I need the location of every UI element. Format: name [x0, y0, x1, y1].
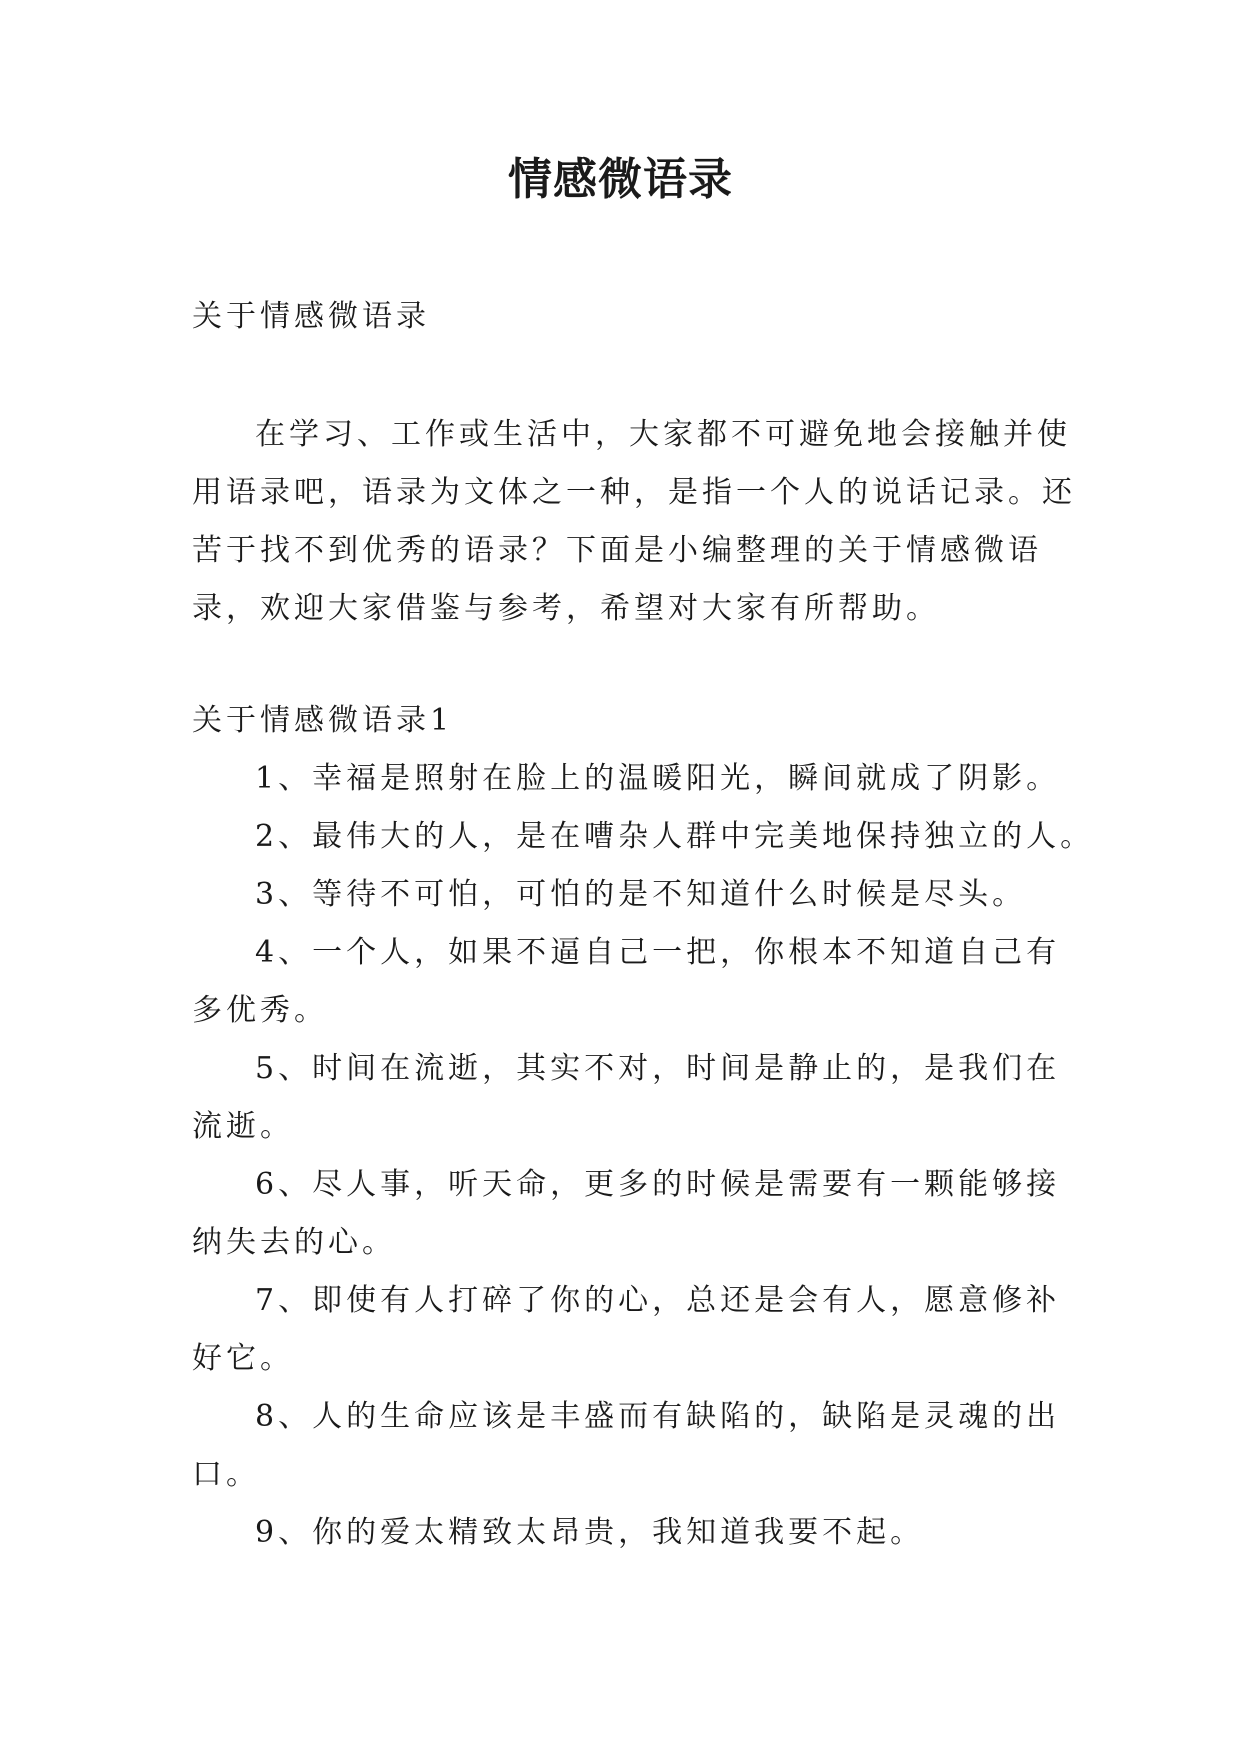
- document-body: [192, 288, 1095, 1562]
- section-heading: 关于情感微语录1: [192, 703, 454, 738]
- intro-line: 用语录吧，语录为文体之一种，是指一个人的说话记录。还: [192, 475, 1076, 510]
- list-item: [192, 808, 1095, 866]
- subtitle: 关于情感微语录: [192, 299, 430, 334]
- intro-line: 在学习、工作或生活中，大家都不可避免地会接触并使: [255, 417, 1071, 452]
- list-item: [192, 1040, 1072, 1156]
- page-title: 情感微语录: [508, 154, 733, 205]
- spacer: [192, 346, 1072, 406]
- list-item: [192, 866, 1072, 924]
- list-item-text: 9、你的爱太精致太昂贵，我知道我要不起。: [255, 1515, 925, 1550]
- spacer: [192, 638, 1072, 692]
- list-item-text: 8、人的生命应该是丰盛而有缺陷的，缺陷是灵魂的出: [255, 1399, 1061, 1434]
- intro-line: 录，欢迎大家借鉴与参考，希望对大家有所帮助。: [192, 591, 940, 626]
- list-item-continuation: 多优秀。: [192, 993, 328, 1028]
- list-item: [192, 1156, 1072, 1272]
- list-item: [192, 1388, 1072, 1504]
- list-item: [192, 1272, 1072, 1388]
- quote-list: [192, 750, 1095, 1562]
- list-item: [192, 1504, 1072, 1562]
- list-item-continuation: 口。: [192, 1457, 260, 1492]
- list-item-text: 7、即使有人打碎了你的心，总还是会有人，愿意修补: [255, 1283, 1061, 1318]
- list-item-text: 1、幸福是照射在脸上的温暖阳光，瞬间就成了阴影。: [255, 761, 1061, 796]
- list-item-text: 3、等待不可怕，可怕的是不知道什么时候是尽头。: [255, 877, 1027, 912]
- intro-paragraph: [192, 406, 1076, 638]
- list-item: [192, 924, 1072, 1040]
- list-item-continuation: 纳失去的心。: [192, 1225, 396, 1260]
- intro-line: 苦于找不到优秀的语录？下面是小编整理的关于情感微语: [192, 533, 1042, 568]
- list-item-continuation: 流逝。: [192, 1109, 294, 1144]
- list-item: [192, 750, 1072, 808]
- list-item-text: 4、一个人，如果不逼自己一把，你根本不知道自己有: [255, 935, 1061, 970]
- list-item-continuation: 好它。: [192, 1341, 294, 1376]
- list-item-text: 5、时间在流逝，其实不对，时间是静止的，是我们在: [255, 1051, 1061, 1086]
- list-item-text: 6、尽人事，听天命，更多的时候是需要有一颗能够接: [255, 1167, 1061, 1202]
- list-item-text: 2、最伟大的人，是在嘈杂人群中完美地保持独立的人。: [255, 819, 1095, 854]
